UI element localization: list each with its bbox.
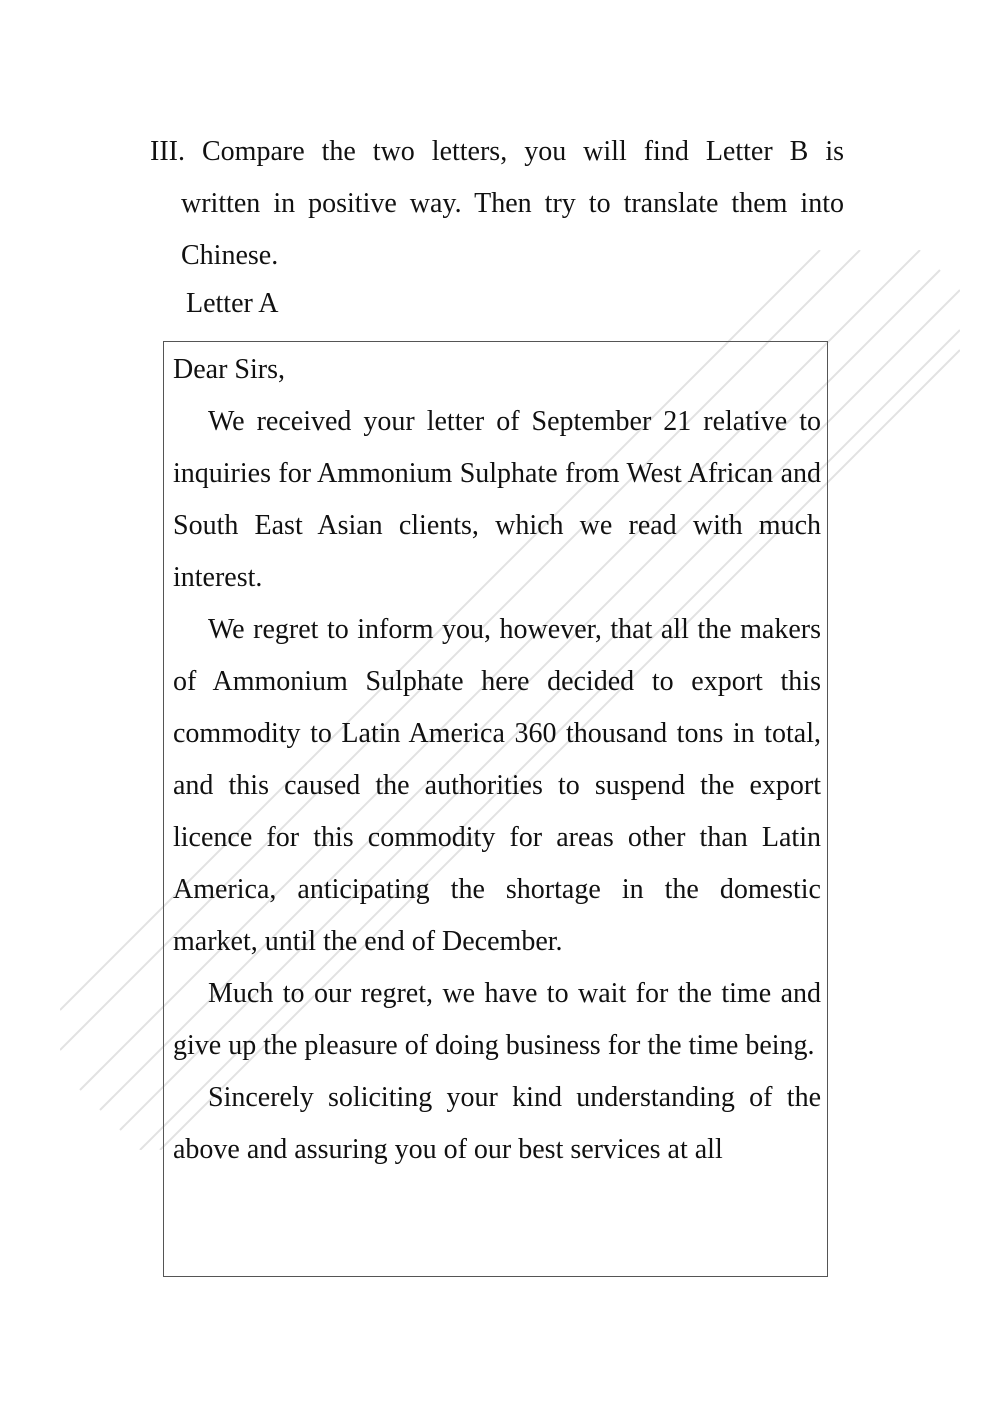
letter-content <box>173 344 821 1176</box>
letter-paragraph-3: Much to our regret, we have to wait for the time and give up the pleasure of doing business for the time being. <box>173 978 821 1061</box>
instruction-first-line <box>150 126 844 178</box>
letter-box <box>163 341 828 1277</box>
instruction-continuation: written in positive way. Then try to translate them into Chinese. <box>181 188 844 271</box>
exercise-number: III. <box>150 136 185 167</box>
letter-paragraph-4: Sincerely soliciting your kind understanding of the above and assuring you of our best services at all <box>173 1082 821 1165</box>
exercise-instruction <box>150 126 844 282</box>
instruction-line-text: Compare the two letters, you will find Letter B is <box>201 136 844 167</box>
letter-salutation: Dear Sirs, <box>173 354 285 385</box>
letter-paragraph-1: We received your letter of September 21 relative to inquiries for Ammonium Sulphate from West African and South East Asian clients, which we read with much interest. <box>173 406 821 593</box>
letter-paragraph-2: We regret to inform you, however, that all the makers of Ammonium Sulphate here decided to export this commodity to Latin America 360 thousand tons in total, and this caused the authorities to suspend the export licence for this commodity for areas other than Latin America, anticipating the shortage in the domestic market, until the end of December. <box>173 614 821 957</box>
letter-label: Letter A <box>186 288 279 319</box>
